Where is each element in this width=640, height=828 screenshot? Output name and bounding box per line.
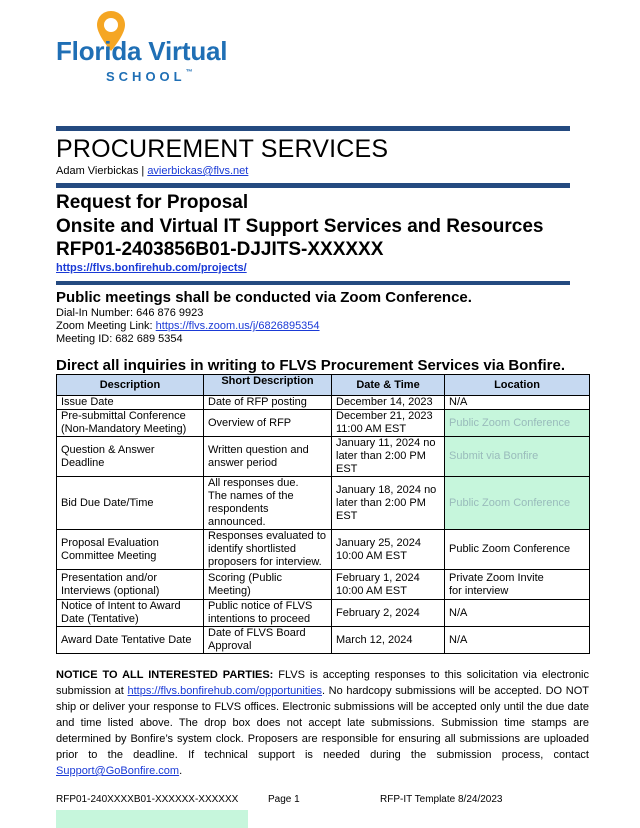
cell-short-description: Scoring (Public Meeting) [204, 570, 332, 600]
table-row [57, 600, 590, 627]
table-row [57, 437, 590, 477]
bonfire-opportunities-link[interactable]: https://flvs.bonfirehub.com/opportunities [127, 685, 322, 697]
rfp-number: RFP01-2403856B01-DJJITS-XXXXXX [56, 239, 384, 260]
cell-location: Public Zoom Conference [445, 410, 590, 437]
table-row [57, 396, 590, 410]
footer-page-number: Page 1 [268, 794, 300, 805]
footer-doc-id: RFP01-240XXXXB01-XXXXXX-XXXXXX [56, 794, 239, 805]
table-header-row [57, 375, 590, 396]
cell-description: Pre-submittal Conference (Non-Mandatory Meeting) [57, 410, 204, 437]
table-row [57, 570, 590, 600]
inquiries-heading: Direct all inquiries in writing to FLVS Procurement Services via Bonfire. [56, 357, 566, 374]
cell-location: N/A [445, 600, 590, 627]
contact-name: Adam Vierbickas | [56, 165, 148, 177]
notice-label: NOTICE TO ALL INTERESTED PARTIES: [56, 669, 274, 681]
logo-line2: SCHOOL™ [106, 69, 193, 84]
cell-description: Presentation and/or Interviews (optional) [57, 570, 204, 600]
table-row [57, 530, 590, 570]
col-header-location: Location [445, 375, 590, 396]
support-email-link[interactable]: Support@GoBonfire.com [56, 765, 180, 777]
cell-location: N/A [445, 396, 590, 410]
contact-line [56, 165, 248, 177]
footer-highlight-box [56, 810, 248, 828]
cell-short-description: Responses evaluated to identify shortlisted proposers for interview. [204, 530, 332, 570]
cell-location: Submit via Bonfire [445, 437, 590, 477]
col-header-description: Description [57, 375, 204, 396]
top-rule [56, 126, 570, 131]
rfp-subject: Onsite and Virtual IT Support Services and Resources [56, 216, 544, 237]
cell-description: Notice of Intent to Award Date (Tentative) [57, 600, 204, 627]
cell-date-time: December 21, 2023 11:00 AM EST [332, 410, 445, 437]
contact-email-link[interactable]: avierbickas@flvs.net [147, 165, 249, 177]
notice-text-1: FLVS is accepting responses to this solicitation via electronic submission at [56, 669, 590, 697]
table-row [57, 477, 590, 530]
cell-short-description: Public notice of FLVS intentions to proceed [204, 600, 332, 627]
cell-short-description: All responses due. The names of the respondents announced. [204, 477, 332, 530]
logo-line1: Florida Virtual [56, 36, 228, 66]
cell-description: Award Date Tentative Date [57, 627, 204, 654]
cell-date-time: February 1, 2024 10:00 AM EST [332, 570, 445, 600]
cell-location: Public Zoom Conference [445, 477, 590, 530]
bonfire-projects-link[interactable]: https://flvs.bonfirehub.com/projects/ [56, 262, 247, 274]
cell-date-time: January 18, 2024 no later than 2:00 PM EST [332, 477, 445, 530]
flvs-logo [56, 8, 256, 84]
col-header-short-description: Short Description [204, 375, 332, 396]
cell-description: Issue Date [57, 396, 204, 410]
cell-location: Private Zoom Invite for interview [445, 570, 590, 600]
cell-short-description: Date of FLVS Board Approval [204, 627, 332, 654]
cell-short-description: Written question and answer period [204, 437, 332, 477]
zoom-label: Zoom Meeting Link: [56, 320, 156, 332]
cell-short-description: Overview of RFP [204, 410, 332, 437]
cell-date-time: December 14, 2023 [332, 396, 445, 410]
col-header-date-time: Date & Time [332, 375, 445, 396]
footer-template: RFP-IT Template 8/24/2023 [380, 794, 503, 805]
meeting-id: Meeting ID: 682 689 5354 [56, 333, 183, 345]
cell-location: Public Zoom Conference [445, 530, 590, 570]
cell-date-time: January 25, 2024 10:00 AM EST [332, 530, 445, 570]
cell-date-time: January 11, 2024 no later than 2:00 PM EST [332, 437, 445, 477]
cell-date-time: February 2, 2024 [332, 600, 445, 627]
rfp-heading: Request for Proposal [56, 192, 249, 213]
cell-description: Bid Due Date/Time [57, 477, 204, 530]
schedule-table [56, 374, 590, 654]
cell-short-description: Date of RFP posting [204, 396, 332, 410]
cell-location: N/A [445, 627, 590, 654]
cell-description: Question & Answer Deadline [57, 437, 204, 477]
page-title: PROCUREMENT SERVICES [56, 135, 389, 163]
rule-2 [56, 183, 570, 188]
table-row [57, 627, 590, 654]
cell-date-time: March 12, 2024 [332, 627, 445, 654]
dial-in-number: Dial-In Number: 646 876 9923 [56, 307, 204, 319]
rule-3 [56, 281, 570, 285]
cell-description: Proposal Evaluation Committee Meeting [57, 530, 204, 570]
zoom-meeting-line [56, 320, 320, 332]
notice-text-3: . [179, 765, 183, 777]
table-row [57, 410, 590, 437]
public-meetings-heading: Public meetings shall be conducted via Zoom Conference. [56, 289, 472, 306]
zoom-link[interactable]: https://flvs.zoom.us/j/6826895354 [155, 320, 320, 332]
notice-paragraph [56, 667, 589, 779]
notice-text-2: . No hardcopy submissions will be accepted. DO NOT ship or deliver your response to FLVS offices. Electronic submissions will be accepted only until the due date and time listed above. The drop box does not accept late submissions. Submission time stamps are determined by Bonfire’s system clock. Proposers are responsible for ensuring all submissions are uploaded prior to the deadline. If technical support is needed during the submission process, contact [56, 685, 589, 761]
